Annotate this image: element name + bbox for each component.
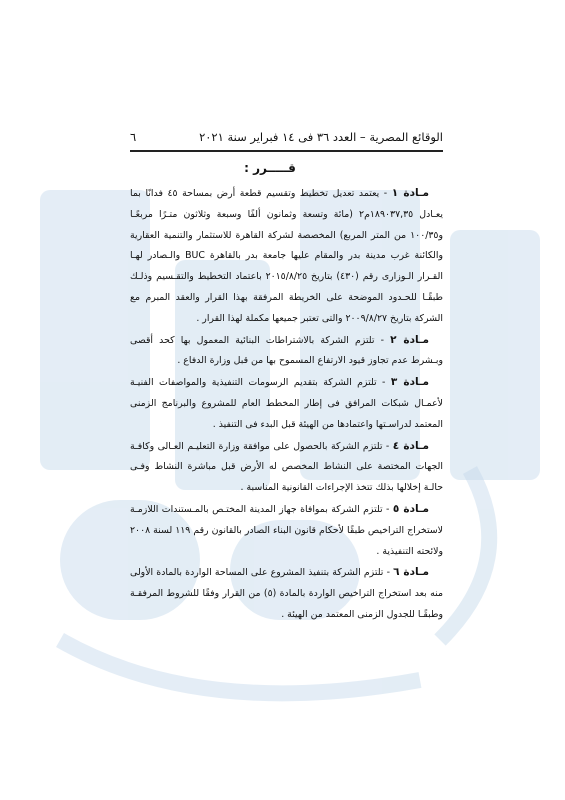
- article-text: - تلتزم الشركة بموافاة جهاز المدينة المختـص بالمـستندات اللازمـة لاستخراج التراخيص طبقًا لأحكام قانون البناء الصادر بالقانون رقم ١١٩ لسنة ٢٠٠٨ ولائحته التنفيذية .: [130, 503, 443, 557]
- article-text: - تلتزم الشركة بالاشتراطات البنائية المعمول بها كحد أقصى وبـشرط عدم تجاوز قيود الارتفاع المسموح بها من قبل وزارة الدفاع .: [130, 334, 443, 367]
- articles-body: [130, 183, 443, 626]
- article-label: مـادة ٣: [390, 376, 429, 389]
- decree-heading: قـــــرر :: [244, 161, 296, 175]
- page-header: [130, 124, 443, 150]
- article-text: - تلتزم الشركة بالحصول على موافقة وزارة التعليـم العـالى وكافـة الجهات المختصة على النشاط المخصص له الأرض قبل مباشرة النشاط وفـى حالـة إخلالها بذلك تتخذ الإجراءات القانونية المناسبة .: [130, 440, 443, 494]
- article-label: مـادة ٤: [392, 439, 429, 452]
- publication-title: الوقائع المصرية – العدد ٣٦ فى ١٤ فبراير سنة ٢٠٢١: [199, 130, 443, 144]
- article-4: [130, 436, 443, 499]
- article-label: مـادة ٦: [393, 566, 430, 579]
- article-text: - تلتزم الشركة بتنفيذ المشروع على المساحة الواردة بالمادة الأولى منه بعد استخراج التراخيص الواردة بالمادة (٥) من القرار وفقًا للشروط المرفقـة وطبقًـا للجدول الزمنى المعتمد من الهيئة .: [130, 567, 444, 620]
- article-3: [130, 372, 443, 435]
- article-1: [130, 183, 443, 330]
- article-label: مـادة ١: [391, 187, 429, 199]
- article-label: مـادة ٢: [390, 333, 429, 346]
- page-number: ٦: [130, 130, 137, 144]
- article-6: [130, 562, 443, 625]
- article-label: مـادة ٥: [392, 502, 429, 515]
- article-2: [130, 330, 443, 373]
- header-divider: [130, 150, 443, 152]
- article-text: - يعتمد تعديل تخطيط وتقسيم قطعة أرض بمساحة ٤٥ فدانًا بما يعـادل ١٨٩٠٣٧,٣٥م٢ (مائة وتسعة وثمانون ألفًا وسبعة وثلاثون متـرًا مربعًـا و١٠٠/٣٥ من المتر المربع) المخصصة لشركة القاهرة للاستثمار والتنمية العقارية والكائنة غرب مدينة بدر والمقام عليها جامعة بدر بالقاهرة BUC والـصادر لهـا القـرار الـوزارى رقم (٤٣٠) بتاريخ ٢٠١٥/٨/٢٥ باعتماد التخطيط والتقـسيم وذلـك طبقًـا للحـدود الموضحة على الخريطة المرفقة بهذا القرار والعقد المبرم مع الشركة بتاريخ ٢٠٠٩/٨/٢٧ والتى تعتبر جميعها مكملة لهذا القرار .: [130, 188, 443, 324]
- article-5: [130, 499, 443, 562]
- article-text: - تلتزم الشركة بتقديم الرسومات التنفيذية والمواصفات الفنيـة لأعمـال شبكات المرافق فى إطار المخطط العام للمشروع والبرنامج الزمنى المعتمد لدراسـتها واعتمادها من الهيئة قبل البدء فى التنفيذ .: [130, 377, 443, 430]
